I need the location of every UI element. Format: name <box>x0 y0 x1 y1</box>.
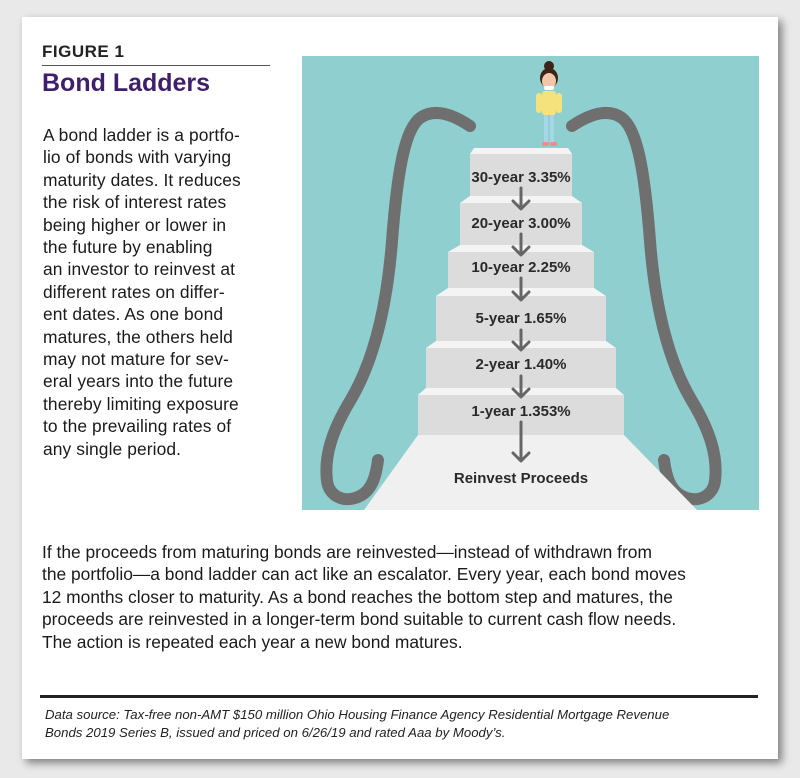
escalator-graphic <box>302 56 759 510</box>
escalator-illustration <box>302 56 759 510</box>
sidebar-line: thereby limiting exposure <box>43 393 239 414</box>
divider-rule <box>40 695 758 698</box>
step-label-2-year: 2-year 1.40% <box>475 356 567 373</box>
step-label-1-year: 1-year 1.353% <box>471 403 571 420</box>
sidebar-line: ent dates. As one bond <box>43 304 224 325</box>
figure-label: FIGURE 1 <box>42 42 270 66</box>
body-line: If the proceeds from maturing bonds are reinvested—instead of withdrawn from <box>42 542 652 562</box>
sidebar-line: may not mature for sev- <box>43 349 229 370</box>
source-line: Data source: Tax-free non-AMT $150 million Ohio Housing Finance Agency Residential Mortgage Revenue <box>45 707 670 722</box>
step-label-5-year: 5-year 1.65% <box>475 310 567 327</box>
sidebar-line: lio of bonds with varying <box>43 147 232 168</box>
body-line: the portfolio—a bond ladder can act like an escalator. Every year, each bond moves <box>42 564 686 585</box>
sidebar-line: the risk of interest rates <box>43 192 227 213</box>
woman-figure <box>536 61 562 146</box>
sidebar-line: maturity dates. It reduces <box>43 169 241 190</box>
sidebar-line: being higher or lower in <box>43 214 227 235</box>
sidebar-line: to the prevailing rates of <box>43 416 232 437</box>
source-line: Bonds 2019 Series B, issued and priced on 6/26/19 and rated Aaa by Moody’s. <box>45 725 506 740</box>
body-line: proceeds are reinvested in a longer-term bond suitable to current cash flow needs. <box>42 609 677 630</box>
step-label-reinvest: Reinvest Proceeds <box>453 470 589 487</box>
sidebar-description <box>43 124 275 460</box>
sidebar-line: A bond ladder is a portfo- <box>43 125 240 145</box>
body-line: 12 months closer to maturity. As a bond reaches the bottom step and matures, the <box>42 586 673 607</box>
sidebar-line: an investor to reinvest at <box>43 259 236 280</box>
step-label-20-year: 20-year 3.00% <box>471 215 571 232</box>
sidebar-line: the future by enabling <box>43 237 213 258</box>
body-paragraph <box>42 541 762 653</box>
sidebar-line: different rates on differ- <box>43 281 225 302</box>
sidebar-line: eral years into the future <box>43 371 234 392</box>
body-line: The action is repeated each year a new bond matures. <box>42 631 463 652</box>
sidebar-line: any single period. <box>43 438 182 459</box>
data-source-note <box>45 706 760 742</box>
figure-title: Bond Ladders <box>42 69 211 97</box>
step-label-10-year: 10-year 2.25% <box>471 259 571 276</box>
sidebar-line: matures, the others held <box>43 326 233 347</box>
step-label-30-year: 30-year 3.35% <box>471 169 571 186</box>
